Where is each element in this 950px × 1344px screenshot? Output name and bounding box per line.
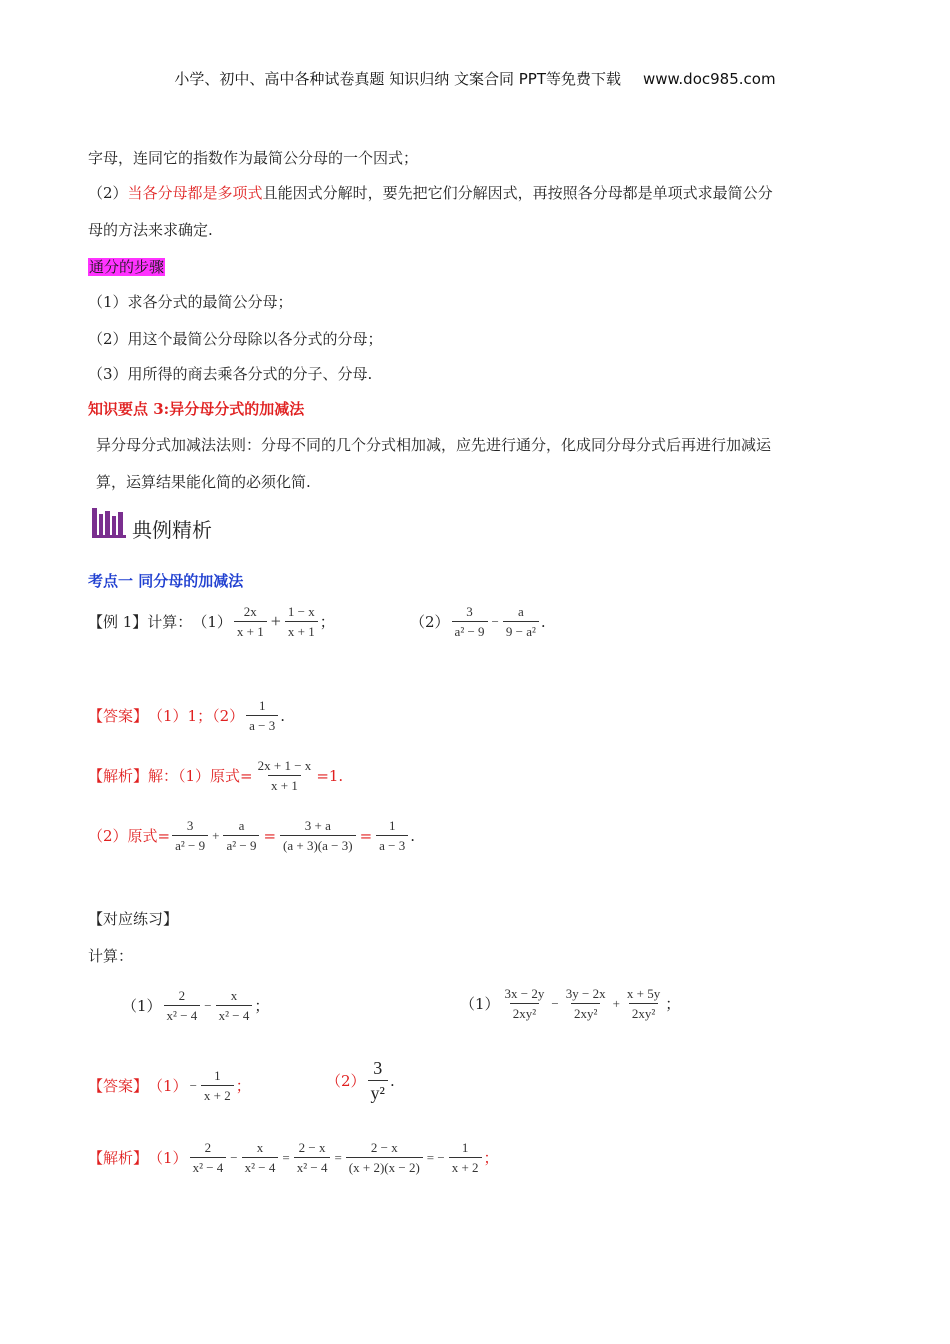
- books-icon: [92, 508, 126, 538]
- analysis-1-line-1: 【解析】 解：（1）原式= $\frac{2x + 1 - x}{x + 1}$ =1.: [88, 758, 344, 793]
- kaodian-title: 考点一 同分母的加减法: [88, 572, 244, 590]
- fraction: $\frac{1}{a - 3}$: [246, 698, 278, 733]
- analysis-2: 【解析】 （1） $\frac{2}{\text{x² − 4}}$ − $\frac{x}{\text{x² − 4}}$ = $\frac{2 - x}{\text{x² − 4}}$ = $\frac{2 - x}{(x + 2)(x - 2)}$ = − $\frac{1}{x + 2}$ ；: [88, 1140, 499, 1175]
- example-1-part-2: （2） $\frac{3}{\text{a² − 9}}$ − $\frac{a}{\text{9 − a²}}$ .: [410, 604, 546, 639]
- page-header: [0, 68, 950, 89]
- header-text: 小学、初中、高中各种试卷真题 知识归纳 文案合同 PPT等免费下载: [174, 70, 621, 88]
- fraction: $\frac{x}{\text{x² − 4}}$: [242, 1140, 279, 1175]
- intro-item-2-cont: 母的方法来求确定.: [88, 221, 213, 239]
- fraction: $\frac{3y - 2x}{\text{2xy²}}$: [565, 986, 606, 1021]
- fraction: $\frac{x + 5y}{\text{2xy²}}$: [626, 986, 661, 1021]
- section-title: 典例精析: [132, 518, 212, 542]
- fraction: $\frac{3 + a}{(a + 3)(a - 3)}$: [280, 818, 356, 853]
- fraction: $\frac{2x + 1 - x}{x + 1}$: [257, 758, 312, 793]
- practice-1: （1） $\frac{2}{\text{x² − 4}}$ − $\frac{x}{\text{x² − 4}}$ ；: [122, 988, 270, 1023]
- analysis-1-line-2: （2）原式= $\frac{3}{\text{a² − 9}}$ + $\frac{a}{\text{a² − 9}}$ = $\frac{3 + a}{(a + 3)(a - 3)}$ = $\frac{1}{a - 3}$ .: [88, 818, 416, 853]
- fraction: $\frac{3x - 2y}{\text{2xy²}}$: [504, 986, 545, 1021]
- knowledge-3-body-2: 算，运算结果能化简的必须化简.: [96, 473, 311, 491]
- practice-calc: 计算：: [88, 947, 134, 965]
- fraction: $\frac{a}{\text{9 − a²}}$: [503, 604, 539, 639]
- fraction: $\frac{3}{\text{y²}}$: [368, 1058, 388, 1103]
- fraction: $\frac{3}{\text{a² − 9}}$: [172, 818, 208, 853]
- answer-2-part-2: （2） $\frac{3}{\text{y²}}$ .: [326, 1058, 395, 1103]
- fraction: $\frac{2x}{x + 1}$: [234, 604, 267, 639]
- fraction: $\frac{2 - x}{\text{x² − 4}}$: [294, 1140, 331, 1175]
- fraction: $\frac{2 - x}{(x + 2)(x - 2)}$: [346, 1140, 423, 1175]
- practice-title: 【对应练习】: [88, 910, 179, 928]
- answer-1: 【答案】 （1）1；（2） $\frac{1}{a - 3}$ .: [88, 698, 286, 733]
- intro-line-1: 字母，连同它的指数作为最简公分母的一个因式；: [88, 149, 419, 167]
- header-url[interactable]: www.doc985.com: [642, 70, 776, 88]
- fraction: $\frac{x}{\text{x² − 4}}$: [216, 988, 253, 1023]
- practice-2: （1） $\frac{3x - 2y}{\text{2xy²}}$ − $\frac{3y - 2x}{\text{2xy²}}$ + $\frac{x + 5y}{\text{2xy²}}$ ；: [460, 986, 681, 1021]
- step-item: （1）求各分式的最简公分母；: [88, 293, 293, 311]
- example-1: 【例 1】计算： （1） $\frac{2x}{x + 1}$ + $\frac{1 - x}{x + 1}$ ；: [88, 604, 335, 639]
- knowledge-3-title: 知识要点 3:异分母分式的加减法: [88, 400, 305, 418]
- intro-item-2-highlight: 当各分母都是多项式: [127, 184, 263, 202]
- fraction: $\frac{1 - x}{x + 1}$: [285, 604, 318, 639]
- step-item: （2）用这个最简公分母除以各分式的分母；: [88, 330, 383, 348]
- knowledge-3-body-1: 异分母分式加减法法则：分母不同的几个分式相加减，应先进行通分，化成同分母分式后再进行加减运: [96, 436, 772, 454]
- analysis-label: 【解析】: [88, 767, 149, 785]
- fraction: $\frac{3}{\text{a² − 9}}$: [452, 604, 488, 639]
- answer-label: 【答案】: [88, 1077, 149, 1095]
- fraction: $\frac{1}{x + 2}$: [449, 1140, 482, 1175]
- step-item: （3）用所得的商去乘各分式的分子、分母.: [88, 365, 373, 383]
- fraction: $\frac{2}{\text{x² − 4}}$: [164, 988, 201, 1023]
- answer-label: 【答案】: [88, 707, 149, 725]
- steps-title: 通分的步骤: [89, 258, 165, 276]
- fraction: $\frac{2}{\text{x² − 4}}$: [190, 1140, 227, 1175]
- fraction: $\frac{1}{x + 2}$: [201, 1068, 234, 1103]
- intro-item-2: （2）当各分母都是多项式且能因式分解时，要先把它们分解因式，再按照各分母都是单项式求最简公分: [88, 184, 773, 202]
- answer-2: 【答案】 （1） − $\frac{1}{x + 2}$ ；: [88, 1068, 251, 1103]
- fraction: $\frac{a}{\text{a² − 9}}$: [223, 818, 259, 853]
- analysis-label: 【解析】: [88, 1149, 149, 1167]
- example-label: 【例 1】计算：: [88, 613, 193, 631]
- fraction: $\frac{1}{a - 3}$: [376, 818, 408, 853]
